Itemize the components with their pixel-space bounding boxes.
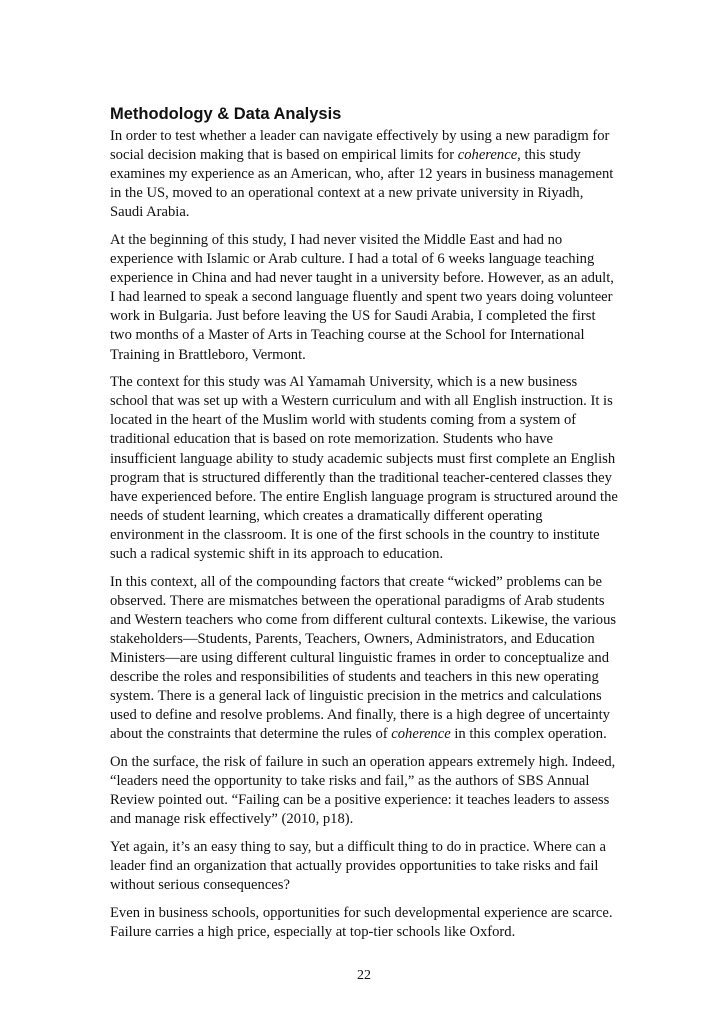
- paragraph-1-text-a: In order to test whether a leader can navigate effectively by using a new paradigm for social decision making that is based on empirical limits for: [110, 128, 610, 164]
- paragraph-7: Even in business schools, opportunities for such developmental experience are scarce. Failure carries a high price, especially at top-tier schools like Oxford.: [110, 904, 613, 940]
- paragraph-5: On the surface, the risk of failure in such an operation appears extremely high. Indeed, “leaders need the opportunity to take risks and fail,” as the authors of SBS Annual Review pointed out. “Failing can be a positive experience: it teaches leaders to assess and manage risk effectively” (2010, p18).: [110, 753, 616, 828]
- paragraph-3: The context for this study was Al Yamamah University, which is a new business school that was set up with a Western curriculum and with all English instruction. It is located in the heart of the Muslim world with students coming from a system of traditional education that is based on rote memorization. Students who have insufficient language ability to study academic subjects must first complete an English program that is structured differently than the traditional teacher-centered classes they have experienced before. The entire English language program is structured around the needs of student learning, which creates a dramatically different operating environment in the classroom. It is one of the first schools in the country to institute such a radical systemic shift in its approach to education.: [110, 374, 618, 562]
- paragraph-4-text-a: In this context, all of the compounding factors that create “wicked” problems can be observed. There are mismatches between the operational paradigms of Arab students and Western teachers who come from different cultural contexts. Likewise, the various stakeholders—Students, Parents, Teachers, Owners, Administrators, and Education Ministers—are using different cultural linguistic frames in order to conceptualize and describe the roles and responsibilities of students and teachers in this new operating system. There is a general lack of linguistic precision in the metrics and calculations used to define and resolve problems. And finally, there is a high degree of uncertainty about the constraints that determine the rules of: [110, 573, 617, 743]
- paragraph-1: [110, 127, 618, 222]
- section-heading: Methodology & Data Analysis: [110, 105, 342, 123]
- page-content: [110, 104, 618, 950]
- paragraph-1-emphasis: coherence: [457, 147, 518, 164]
- paragraph-4: [110, 573, 618, 745]
- page-number: 22: [357, 968, 371, 983]
- paragraph-4-emphasis: coherence: [391, 726, 451, 743]
- paragraph-1-text-b: , this study examines my experience as an American, who, after 12 years in business management in the US, moved to an operational context at a new private university in Riyadh, Saudi Arabia.: [110, 147, 614, 221]
- paragraph-2: At the beginning of this study, I had never visited the Middle East and had no experience with Islamic or Arab culture. I had a total of 6 weeks language teaching experience in China and had never taught in a university before. However, as an adult, I had learned to speak a second language fluently and spent two years doing volunteer work in Bulgaria. Just before leaving the US for Saudi Arabia, I completed the first two months of a Master of Arts in Teaching course at the School for International Training in Brattleboro, Vermont.: [110, 231, 614, 363]
- paragraph-6: Yet again, it’s an easy thing to say, but a difficult thing to do in practice. Where can a leader find an organization that actually provides opportunities to take risks and fail without serious consequences?: [110, 838, 606, 893]
- paragraph-4-text-b: in this complex operation.: [450, 726, 607, 743]
